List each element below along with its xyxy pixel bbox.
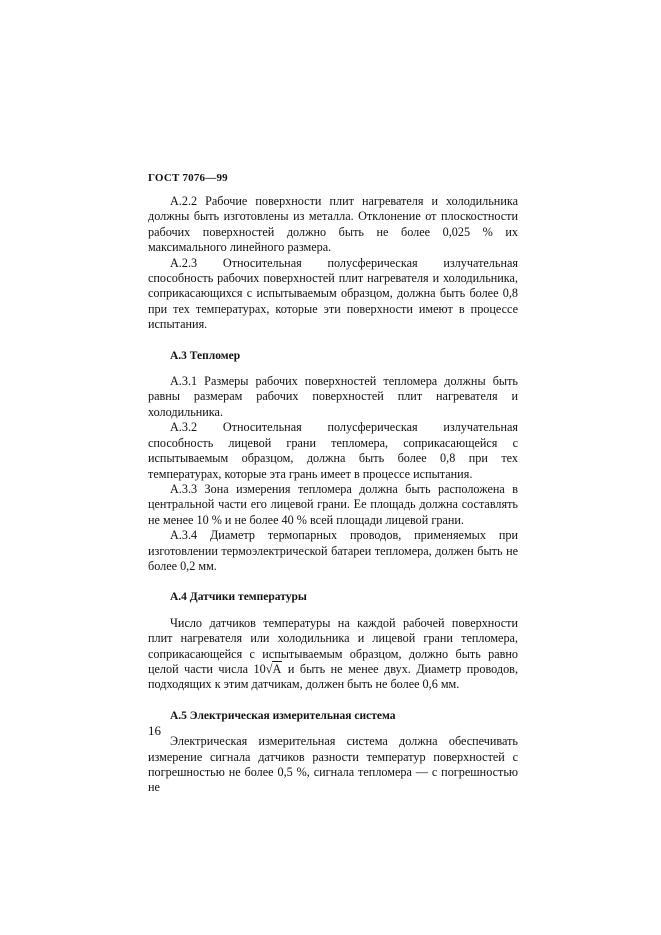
heading-a5-electrical-measuring-system: А.5 Электрическая измерительная система [170,709,396,722]
paragraph-a3-1: А.3.1 Размеры рабочих поверхностей тепломера должны быть равны размерам рабочих поверхностей плит нагревателя и холодильника. [148,374,518,419]
paragraph-a3-3: А.3.3 Зона измерения тепломера должна быть расположена в центральной части его лицевой грани. Ее площадь должна составлять не менее 10 % и не более 40 % всей площади лицевой грани. [148,481,518,527]
paragraph-a2-2: А.2.2 Рабочие поверхности плит нагревателя и холодильника должны быть изготовлены из металла. Отклонение от плоскостности рабочих поверхностей должно быть не более 0,025 % их максимального линейного размера. [148,194,518,255]
page-number: 16 [148,723,161,738]
page-body [148,194,518,796]
square-root-argument: A [272,661,282,676]
paragraph-a4 [148,616,518,693]
paragraph-a4-text-after: и быть не менее двух. Диаметр проводов, подходящих к этим датчикам, должен быть не более 0,6 мм. [148,661,518,692]
heading-a3-heat-flux-meter: А.3 Тепломер [170,349,241,362]
paragraph-a5: Электрическая измерительная система должна обеспечивать измерение сигнала датчиков разности температур поверхностей с погрешностью не более 0,5 %, сигнала тепломера — с погрешностью не [148,734,518,795]
document-code-header: ГОСТ 7076—99 [148,172,228,184]
square-root-expression [266,662,283,676]
paragraph-a3-4: А.3.4 Диаметр термопарных проводов, применяемых при изготовлении термоэлектрической батареи тепломера, должен быть не более 0,2 мм. [148,528,518,573]
paragraph-a4-text-before: Число датчиков температуры на каждой рабочей поверхности плит нагревателя или холодильника и лицевой грани тепломера, соприкасающейся с испытываемым образцом, должно быть равно целой части числа 10 [148,615,518,676]
heading-a4-temperature-sensors: А.4 Датчики температуры [170,591,307,604]
square-root-symbol: √ [265,661,273,676]
paragraph-a3-2: А.3.2 Относительная полусферическая излучательная способность лицевой грани тепломера, соприкасающейся с испытываемым образцом, должна быть более 0,8 при тех температурах, которые эта грань имеет в процессе испытания. [148,420,518,481]
paragraph-a2-3: А.2.3 Относительная полусферическая излучательная способность рабочих поверхностей плит нагревателя и холодильника, соприкасающихся с испытываемым образцом, должна быть более 0,8 при тех температурах, которые эти поверхности имеют в процессе испытания. [148,255,518,332]
